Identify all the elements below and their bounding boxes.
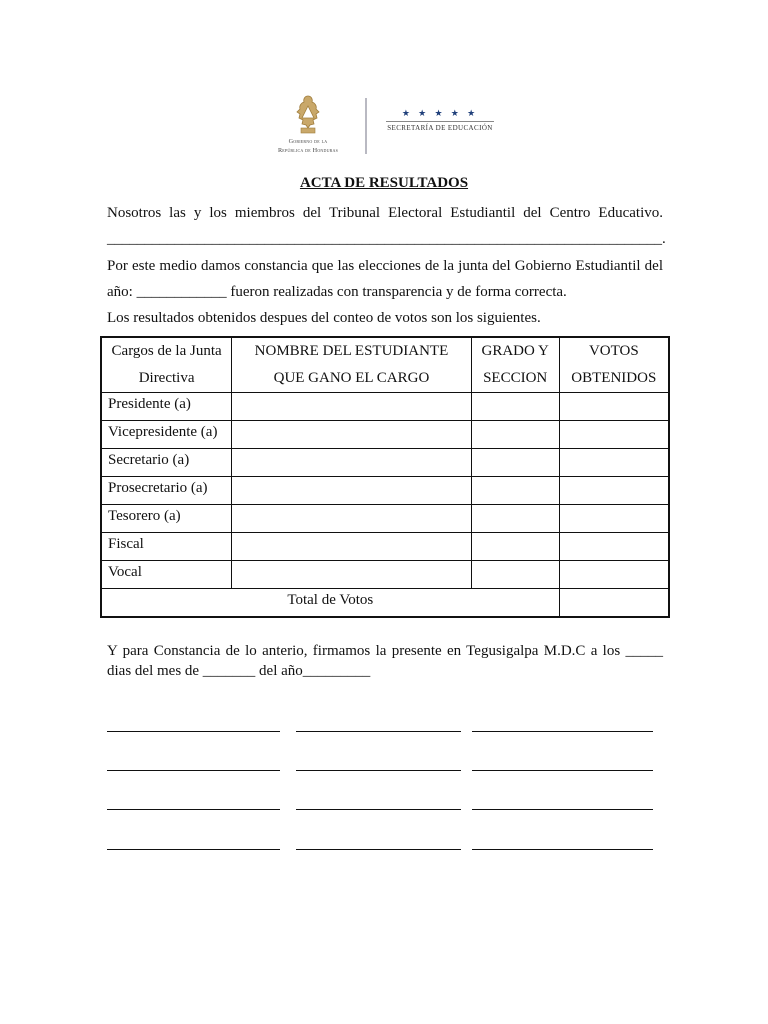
signature-line[interactable] [296, 731, 461, 732]
cargo-cell: Presidente (a) [101, 393, 232, 421]
header-cargos-line-1: Cargos de la Junta [111, 343, 222, 359]
table-row [101, 449, 669, 477]
nombre-cell[interactable] [232, 421, 472, 449]
grado-cell[interactable] [471, 449, 559, 477]
signature-line[interactable] [107, 731, 280, 732]
table-header-row [101, 337, 669, 393]
signature-line[interactable] [107, 809, 280, 810]
signature-line[interactable] [107, 770, 280, 771]
votos-cell[interactable] [559, 561, 669, 589]
intro-line-3: Por este medio damos constancia que las elecciones de la junta del Gobierno Estudiantil del [107, 258, 663, 274]
cargo-cell: Vocal [101, 561, 232, 589]
header-nombre-line-1: NOMBRE DEL ESTUDIANTE [254, 343, 449, 359]
header-votos-line-2: OBTENIDOS [571, 370, 657, 386]
signature-line[interactable] [296, 849, 461, 850]
grado-cell[interactable] [471, 505, 559, 533]
signature-line[interactable] [296, 809, 461, 810]
votos-cell[interactable] [559, 533, 669, 561]
signature-line[interactable] [296, 770, 461, 771]
votos-cell[interactable] [559, 421, 669, 449]
header-votos-line-1: VOTOS [588, 343, 639, 359]
cargo-cell: Fiscal [101, 533, 232, 561]
document-title: ACTA DE RESULTADOS [299, 175, 469, 191]
header-cargos-line-2: Directiva [138, 370, 195, 386]
signature-line[interactable] [107, 849, 280, 850]
grado-cell[interactable] [471, 533, 559, 561]
signature-line[interactable] [472, 849, 653, 850]
votos-cell[interactable] [559, 477, 669, 505]
signature-line[interactable] [472, 809, 653, 810]
header-cargos [101, 337, 232, 393]
votos-cell[interactable] [559, 393, 669, 421]
grado-cell[interactable] [471, 477, 559, 505]
header-grado-line-2: SECCION [483, 370, 548, 386]
nombre-cell[interactable] [232, 393, 472, 421]
logo-rule [386, 121, 494, 122]
signature-line[interactable] [472, 770, 653, 771]
constancia-line-2: dias del mes de _______ del año_________ [107, 663, 371, 679]
intro-line-2: __________________________________________________________________________. [107, 231, 666, 247]
header-divider [365, 98, 367, 154]
table-row [101, 421, 669, 449]
stars-icon: ★ ★ ★ ★ ★ [401, 108, 479, 118]
cargo-cell: Tesorero (a) [101, 505, 232, 533]
nombre-cell[interactable] [232, 533, 472, 561]
intro-line-5: Los resultados obtenidos despues del conteo de votos son los siguientes. [107, 310, 541, 326]
cargo-cell: Secretario (a) [101, 449, 232, 477]
cargo-cell: Prosecretario (a) [101, 477, 232, 505]
total-row [101, 589, 669, 618]
header-nombre-line-2: QUE GANO EL CARGO [273, 370, 430, 386]
table-row [101, 505, 669, 533]
constancia-paragraph [107, 641, 663, 681]
cargo-cell: Vicepresidente (a) [101, 421, 232, 449]
grado-cell[interactable] [471, 421, 559, 449]
table-row [101, 477, 669, 505]
grado-cell[interactable] [471, 393, 559, 421]
secretaria-logo [386, 108, 494, 132]
coat-of-arms-icon [293, 94, 323, 136]
nombre-cell[interactable] [232, 477, 472, 505]
seal-caption-line-2: República de Honduras [277, 147, 339, 154]
nombre-cell[interactable] [232, 505, 472, 533]
results-table [100, 336, 670, 618]
header-grado [471, 337, 559, 393]
nombre-cell[interactable] [232, 561, 472, 589]
signature-line[interactable] [472, 731, 653, 732]
total-votos-label: Total de Votos [101, 589, 559, 618]
constancia-line-1: Y para Constancia de lo anterio, firmamos la presente en Tegusigalpa M.D.C a los _____ [107, 643, 663, 659]
total-votos-cell[interactable] [559, 589, 669, 618]
table-row [101, 393, 669, 421]
header-nombre [232, 337, 472, 393]
header-grado-line-1: GRADO Y [481, 343, 549, 359]
honduras-seal-logo [268, 88, 348, 154]
votos-cell[interactable] [559, 449, 669, 477]
table-row [101, 561, 669, 589]
intro-line-1: Nosotros las y los miembros del Tribunal Electoral Estudiantil del Centro Educativo. [107, 205, 663, 221]
nombre-cell[interactable] [232, 449, 472, 477]
table-row [101, 533, 669, 561]
document-header [0, 88, 768, 158]
votos-cell[interactable] [559, 505, 669, 533]
ministry-name: SECRETARÍA DE EDUCACIÓN [387, 124, 493, 132]
seal-caption-line-1: Gobierno de la [288, 138, 328, 145]
intro-line-4: año: ____________ fueron realizadas con transparencia y de forma correcta. [107, 284, 567, 300]
grado-cell[interactable] [471, 561, 559, 589]
header-votos [559, 337, 669, 393]
